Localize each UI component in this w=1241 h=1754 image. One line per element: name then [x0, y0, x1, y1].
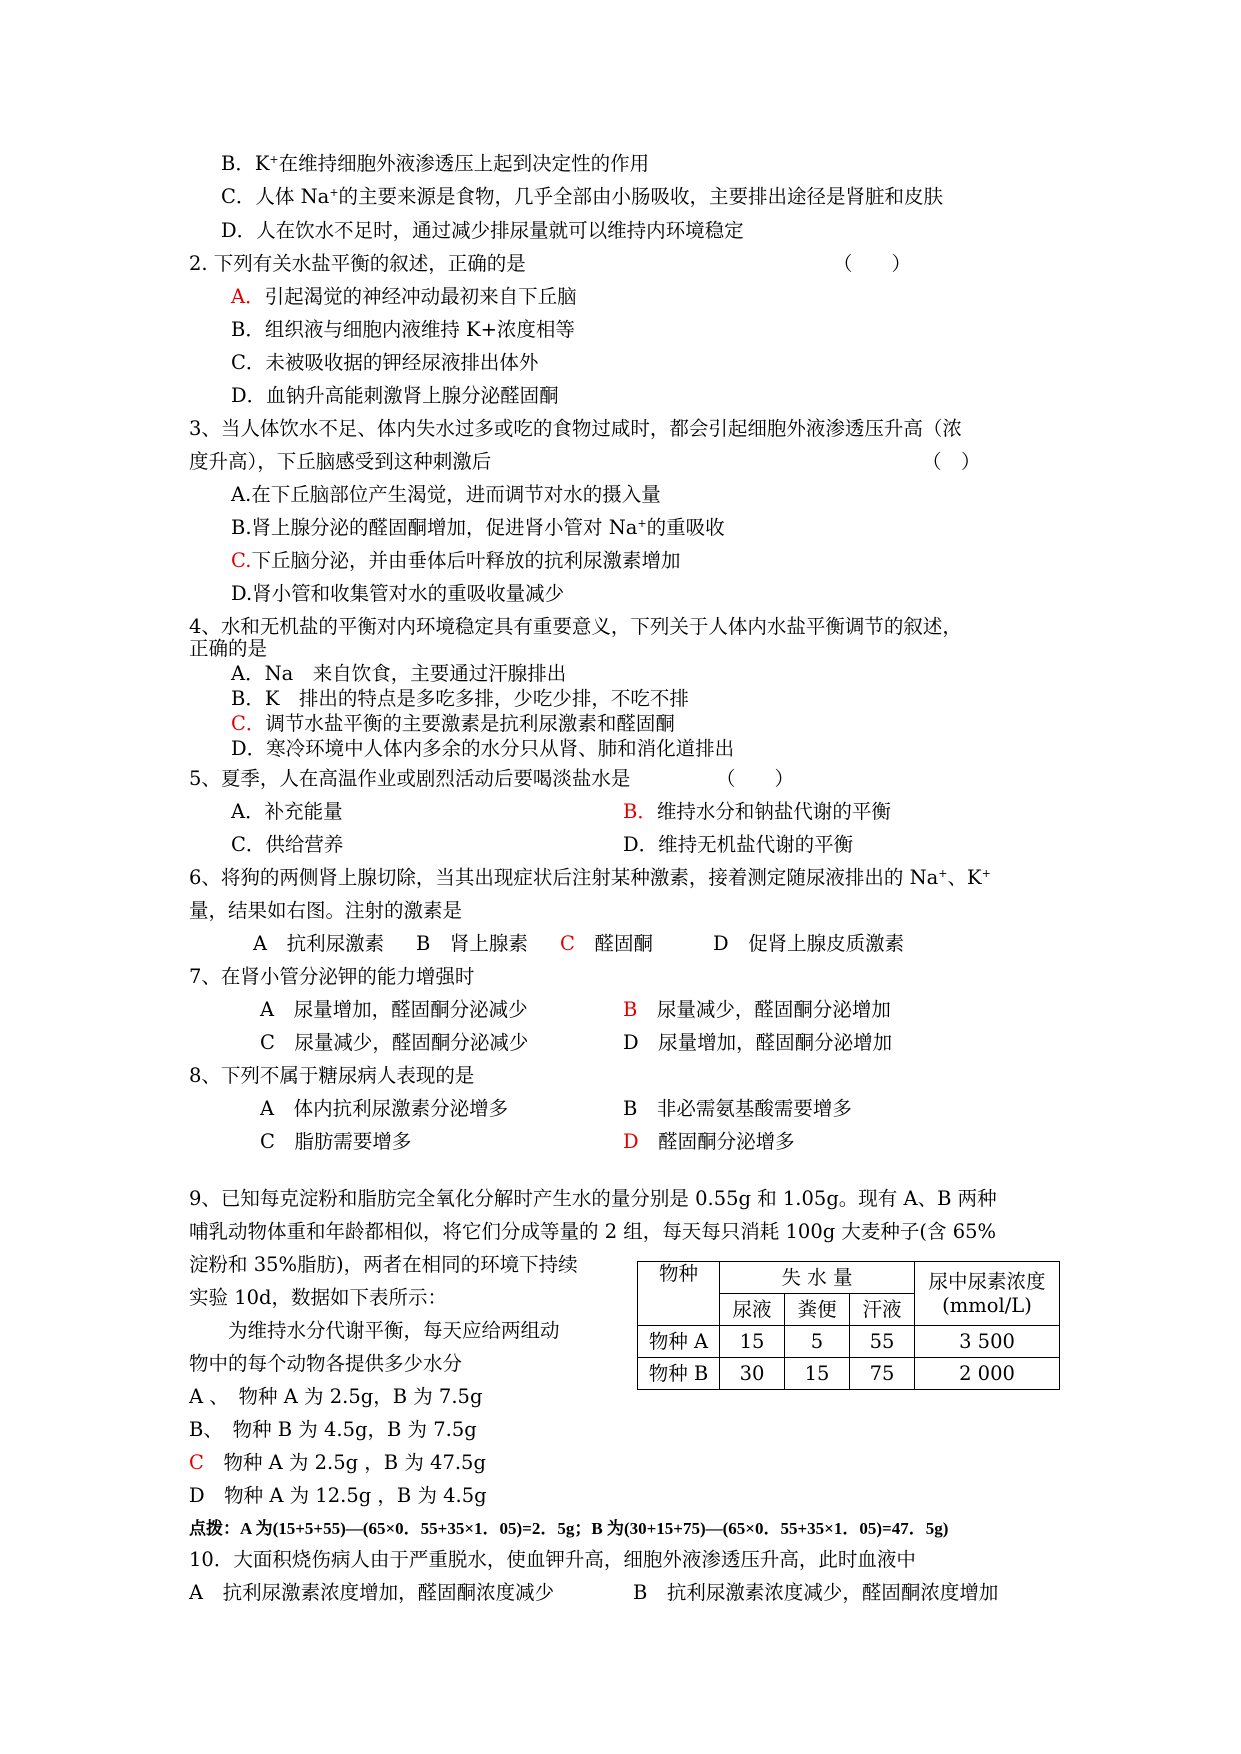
q9-solution-note: 点拨：A 为(15+5+55)—(65×0．55+35×1．05)=2．5g；B 为(30+15+75)—(65×0．55+35×1．05)=47．5g): [189, 1519, 949, 1538]
table-header-water-loss: 失 水 量: [720, 1262, 915, 1294]
table-header-sweat: 汗液: [850, 1294, 915, 1326]
q5-answer-paren: （ ）: [716, 767, 795, 790]
answer-mark: C．: [231, 712, 266, 735]
q7-option-b: B 尿量减少，醛固酮分泌增加: [623, 998, 891, 1021]
q9-stem-line5: 为维持水分代谢平衡，每天应给两组动: [189, 1319, 560, 1342]
table-row: 物种 A 15 5 55 3 500: [638, 1326, 1060, 1358]
q4-option-d: D．寒冷环境中人体内多余的水分只从肾、肺和消化道排出: [231, 737, 735, 760]
q1-option-d: D．人在饮水不足时，通过减少排尿量就可以维持内环境稳定: [221, 219, 744, 242]
answer-mark: B: [623, 998, 638, 1021]
answer-mark: A．: [231, 285, 265, 308]
q2-option-c: C．未被吸收据的钾经尿液排出体外: [231, 351, 539, 374]
q6-option-b: B 肾上腺素: [416, 932, 528, 955]
q9-stem-line1: 9、已知每克淀粉和脂肪完全氧化分解时产生水的量分别是 0.55g 和 1.05g。现有 A、B 两种: [189, 1187, 997, 1210]
answer-mark: C: [560, 932, 575, 955]
q4-option-c: C．调节水盐平衡的主要激素是抗利尿激素和醛固酮: [231, 712, 675, 735]
q9-option-a: A 、 物种 A 为 2.5g，B 为 7.5g: [189, 1385, 483, 1408]
q10-stem: 10．大面积烧伤病人由于严重脱水，使血钾升高，细胞外液渗透压升高，此时血液中: [189, 1548, 916, 1571]
q4-option-b: B．K 排出的特点是多吃多排，少吃少排，不吃不排: [231, 687, 689, 710]
q10-option-a: A 抗利尿激素浓度增加，醛固酮浓度减少: [189, 1581, 555, 1604]
q9-stem-line2: 哺乳动物体重和年龄都相似，将它们分成等量的 2 组，每天每只消耗 100g 大麦种子(含 65%: [189, 1220, 997, 1243]
q5-option-d: D．维持无机盐代谢的平衡: [623, 833, 854, 856]
q2-stem: 2. 下列有关水盐平衡的叙述，正确的是: [189, 252, 526, 275]
table-header-urea: 尿中尿素浓度 (mmol/L): [915, 1262, 1060, 1326]
answer-mark: C: [189, 1451, 204, 1474]
q6-option-d: D 促肾上腺皮质激素: [713, 932, 905, 955]
q2-option-a: A．引起渴觉的神经冲动最初来自下丘脑: [231, 285, 577, 308]
q6-option-c: C 醛固酮: [560, 932, 653, 955]
q6-option-a: A 抗利尿激素: [253, 932, 385, 955]
q2-answer-paren: （ ）: [833, 252, 912, 275]
q8-stem: 8、下列不属于糖尿病人表现的是: [189, 1064, 475, 1087]
q3-option-d: D.肾小管和收集管对水的重吸收量减少: [231, 582, 565, 605]
q8-option-a: A 体内抗利尿激素分泌增多: [260, 1097, 509, 1120]
q1-option-c: C．人体 Na+的主要来源是食物，几乎全部由小肠吸收，主要排出途径是肾脏和皮肤: [221, 185, 944, 208]
q3-stem-line1: 3、当人体饮水不足、体内失水过多或吃的食物过咸时，都会引起细胞外液渗透压升高（浓: [189, 417, 962, 440]
q8-option-d: D 醛固酮分泌增多: [623, 1130, 795, 1153]
q10-option-b: B 抗利尿激素浓度减少，醛固酮浓度增加: [633, 1581, 999, 1604]
q4-option-a: A．Na 来自饮食，主要通过汗腺排出: [231, 662, 567, 685]
q9-stem-line3: 淀粉和 35%脂肪)，两者在相同的环境下持续: [189, 1253, 578, 1276]
q2-option-d: D．血钠升高能刺激肾上腺分泌醛固酮: [231, 384, 559, 407]
q5-option-a: A．补充能量: [231, 800, 343, 823]
answer-mark: D: [623, 1130, 639, 1153]
q2-option-b: B．组织液与细胞内液维持 K+浓度相等: [231, 318, 575, 341]
q3-stem-line2: 度升高），下丘脑感受到这种刺激后: [189, 450, 492, 473]
answer-mark: C.: [231, 549, 252, 572]
q5-option-b: B．维持水分和钠盐代谢的平衡: [623, 800, 891, 823]
q3-option-a: A.在下丘脑部位产生渴觉，进而调节对水的摄入量: [231, 483, 661, 506]
q7-option-a: A 尿量增加，醛固酮分泌减少: [260, 998, 528, 1021]
q4-stem-line1: 4、水和无机盐的平衡对内环境稳定具有重要意义，下列关于人体内水盐平衡调节的叙述，: [189, 615, 962, 638]
q8-option-c: C 脂肪需要增多: [260, 1130, 412, 1153]
q3-answer-paren: （ ）: [922, 450, 981, 473]
q8-option-b: B 非必需氨基酸需要增多: [623, 1097, 852, 1120]
q9-option-b: B、 物种 B 为 4.5g，B 为 7.5g: [189, 1418, 477, 1441]
q7-stem: 7、在肾小管分泌钾的能力增强时: [189, 965, 475, 988]
q6-stem-line2: 量，结果如右图。注射的激素是: [189, 899, 463, 922]
table-header-species: 物种: [638, 1262, 720, 1326]
q3-option-b: B.肾上腺分泌的醛固酮增加，促进肾小管对 Na+的重吸收: [231, 516, 725, 539]
q9-option-c: C 物种 A 为 2.5g ，B 为 47.5g: [189, 1451, 486, 1474]
q7-option-d: D 尿量增加，醛固酮分泌增加: [623, 1031, 893, 1054]
q5-stem: 5、夏季，人在高温作业或剧烈活动后要喝淡盐水是: [189, 767, 631, 790]
answer-mark: B．: [623, 800, 657, 823]
q3-option-c: C.下丘脑分泌，并由垂体后叶释放的抗利尿激素增加: [231, 549, 681, 572]
q9-stem-line6: 物中的每个动物各提供多少水分: [189, 1352, 463, 1375]
q4-stem-line2: 正确的是: [189, 637, 268, 660]
q7-option-c: C 尿量减少，醛固酮分泌减少: [260, 1031, 529, 1054]
q5-option-c: C．供给营养: [231, 833, 344, 856]
q6-stem-line1: 6、将狗的两侧肾上腺切除，当其出现症状后注射某种激素，接着测定随尿液排出的 Na+、K+: [189, 866, 991, 889]
q1-option-b: B．K+在维持细胞外液渗透压上起到决定性的作用: [221, 152, 650, 175]
q9-option-d: D 物种 A 为 12.5g ，B 为 4.5g: [189, 1484, 487, 1507]
water-loss-table: [637, 1261, 1060, 1390]
table-row: 物种 B 30 15 75 2 000: [638, 1358, 1060, 1390]
table-header-feces: 粪便: [785, 1294, 850, 1326]
table-header-urine: 尿液: [720, 1294, 785, 1326]
q9-stem-line4: 实验 10d，数据如下表所示：: [189, 1286, 447, 1309]
